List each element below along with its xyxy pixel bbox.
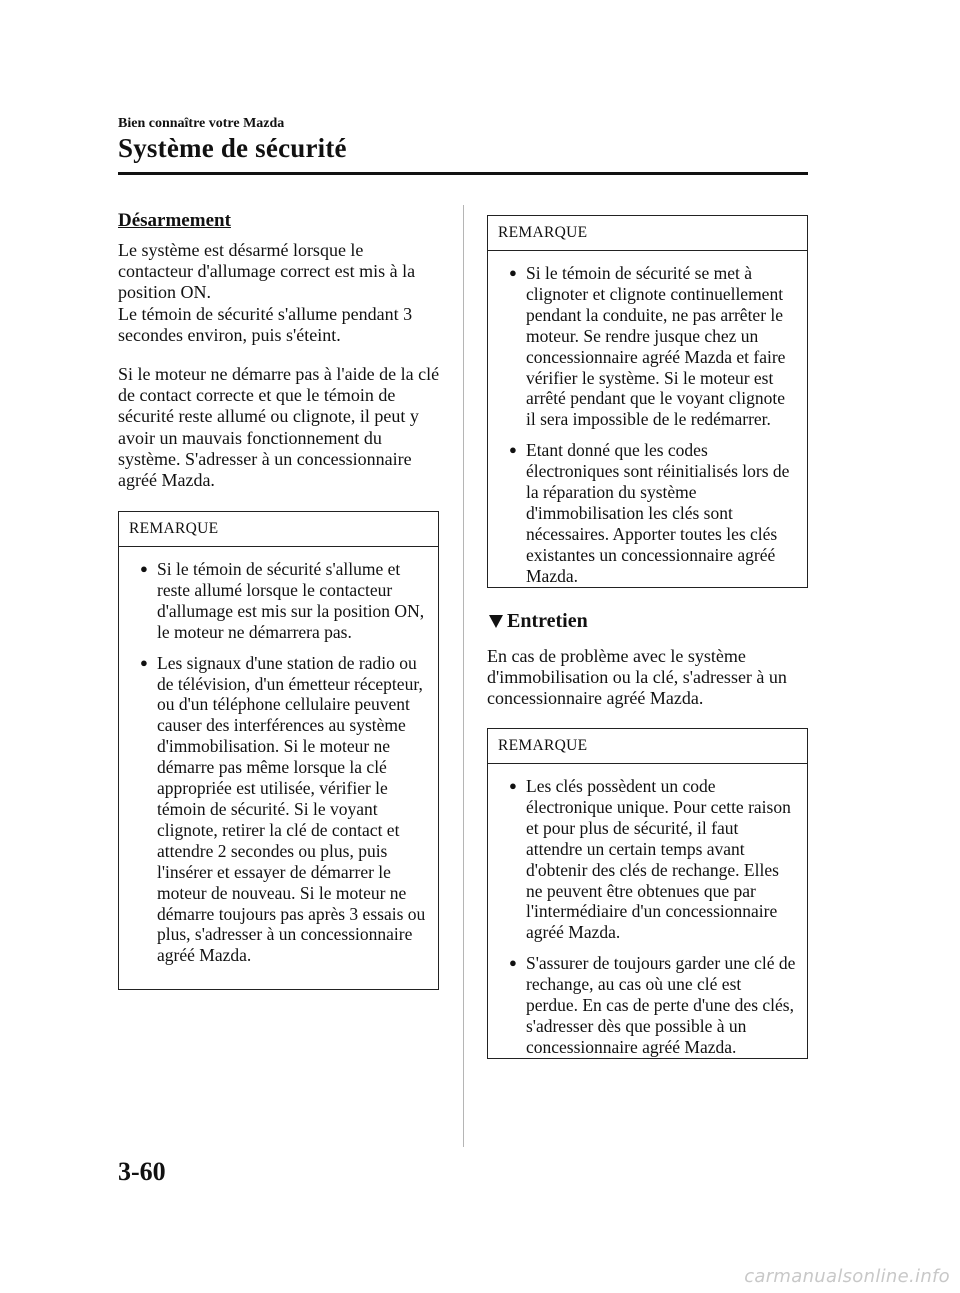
note-heading: REMARQUE [488,216,807,251]
bullet-icon: ● [140,654,148,670]
list-item: ● Etant donné que les codes électroniques sont réinitialisés lors de la réparation du système d'immobilisation les clés sont nécessaires. Apporter toutes les clés existantes un concessionnaire agréé Mazda. [509,440,790,586]
paragraph: Si le moteur ne démarre pas à l'aide de la clé de contact correcte et que le témoin de sécurité reste allumé ou clignote, il peut y avoir un mauvais fonctionnement du système. S'adresser à un concessionnaire agréé Mazda. [118,364,440,491]
note-list [488,251,807,597]
watermark: carmanualsonline.info [744,1266,950,1287]
column-divider [463,205,464,1147]
note-list [488,764,807,1068]
bullet-icon: ● [509,955,517,971]
paragraph: En cas de problème avec le système d'immobilisation ou la clé, s'adresser à un concessionnaire agréé Mazda. [487,646,787,709]
triangle-down-icon [489,615,503,628]
bullet-icon: ● [140,561,148,576]
note-heading: REMARQUE [488,729,807,764]
list-item: ● Si le témoin de sécurité se met à clignoter et clignote continuellement pendant la conduite, ne pas arrêter le moteur. Se rendre jusque chez un concessionnaire agréé Mazda et faire vérifier le système. Si le moteur est arrêté pendant que le voyant clignote il sera impossible de le redémarrer. [509,263,786,430]
paragraph: Le témoin de sécurité s'allume pendant 3 secondes environ, puis s'éteint. [118,303,413,345]
section-breadcrumb: Bien connaître votre Mazda [118,116,285,131]
title-divider [118,172,808,175]
page-title: Système de sécurité [118,133,347,163]
list-item: ● Si le témoin de sécurité s'allume et reste allumé lorsque le contacteur d'allumage est mis sur la position ON, le moteur ne démarrera pas. [140,559,425,642]
page-number: 3-60 [118,1157,166,1186]
list-item: ● S'assurer de toujours garder une clé de rechange, au cas où une clé est perdue. En cas de perte d'une des clés, s'adresser dès que possible à un concessionnaire agréé Mazda. [509,953,796,1057]
list-item: ● Les signaux d'une station de radio ou de télévision, d'un émetteur récepteur, ou d'un téléphone cellulaire peuvent causer des interférences au système d'immobilisation. Si le moteur ne démarre pas même lorsque la clé appropriée est utilisée, vérifier le témoin de sécurité. Si le voyant clignote, retirer la clé de contact et attendre 2 secondes ou plus, puis l'insérer et essayer de démarrer le moteur de nouveau. Si le moteur ne démarre toujours pas après 3 essais ou plus, s'adresser à un concessionnaire agréé Mazda. [140,652,426,966]
note-box-right-1 [487,215,808,588]
bullet-icon: ● [509,265,517,280]
bullet-icon: ● [509,442,517,458]
paragraph: Le système est désarmé lorsque le contacteur d'allumage correct est mis à la position ON. [118,240,416,303]
left-column [118,210,440,491]
list-item: ● Les clés possèdent un code électronique unique. Pour cette raison et pour plus de sécurité, il faut attendre un certain temps avant d'obtenir des clés de rechange. Elles ne peuvent être obtenues que par l'intermédiaire d'un concessionnaire agréé Mazda. [509,776,791,943]
note-box-left [118,511,439,990]
subhead-desarmement: Désarmement [118,210,231,231]
bullet-icon: ● [509,778,517,793]
note-box-right-2 [487,728,808,1059]
note-list [119,547,438,976]
section-heading-entretien: Entretien [489,610,588,633]
note-heading: REMARQUE [119,512,438,547]
